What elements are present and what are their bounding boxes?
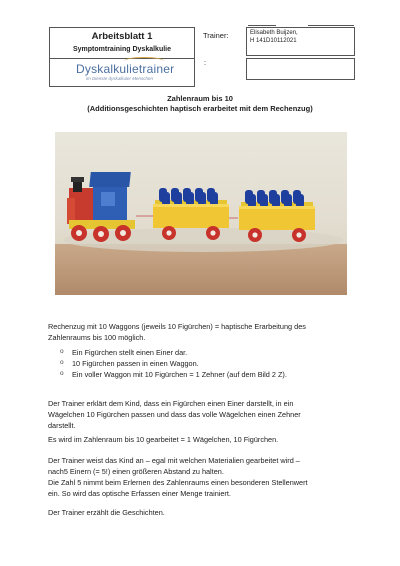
p1-line-2: Wägelchen 10 Figürchen passen und dass das volle Wägelchen einen Zehner bbox=[48, 410, 301, 419]
list-item: o 10 Figürchen passen in einen Waggon. bbox=[60, 358, 287, 369]
trainer-info-box bbox=[246, 27, 355, 56]
intro-paragraph bbox=[48, 321, 306, 343]
blank-field-box bbox=[246, 58, 355, 80]
paragraph-3 bbox=[48, 455, 308, 499]
worksheet-title-box bbox=[49, 27, 195, 59]
intro-line-2: Zahlenraums bis 100 möglich. bbox=[48, 333, 146, 342]
logo-box bbox=[49, 58, 195, 87]
p1-line-3: darstellt. bbox=[48, 421, 76, 430]
list-item: o Ein Figürchen stellt einen Einer dar. bbox=[60, 347, 287, 358]
p3-line-1: Der Trainer weist das Kind an – egal mit welchen Materialien gearbeitet wird – bbox=[48, 456, 300, 465]
intro-line-1: Rechenzug mit 10 Waggons (jeweils 10 Figürchen) = haptische Erarbeitung des bbox=[48, 322, 306, 331]
header-rule-left bbox=[248, 25, 276, 26]
paragraph-2: Es wird im Zahlenraum bis 10 gearbeitet = 1 Wägelchen, 10 Figürchen. bbox=[48, 435, 279, 444]
p1-line-1: Der Trainer erklärt dem Kind, dass ein Figürchen einen Einer darstellt, in ein bbox=[48, 399, 294, 408]
logo-text: Dyskalkulietrainer bbox=[76, 62, 175, 76]
paragraph-4: Der Trainer erzählt die Geschichten. bbox=[48, 508, 165, 517]
locomotive bbox=[67, 172, 135, 242]
trainer-label: Trainer: bbox=[203, 31, 229, 40]
colon-label: : bbox=[204, 58, 207, 67]
section-heading: Zahlenraum bis 10 bbox=[167, 94, 233, 103]
p3-line-4: ein. So wird das optische Erfassen einer Menge trainiert. bbox=[48, 489, 231, 498]
worksheet-subtitle: Symptomtraining Dyskalkulie bbox=[72, 46, 172, 53]
list-item: o Ein voller Waggon mit 10 Figürchen = 1 Zehner (auf dem Bild 2 Z). bbox=[60, 369, 287, 380]
p3-line-2: nach5 Einern (= 5!) einen größeren Abstand zu halten. bbox=[48, 467, 224, 476]
header-rule-right bbox=[308, 25, 354, 26]
p3-line-3: Die Zahl 5 nimmt beim Erlernen des Zahlenraums einen besonderen Stellenwert bbox=[48, 478, 308, 487]
trainer-id: H 141D10112021 bbox=[250, 38, 297, 44]
section-subheading: (Additionsgeschichten haptisch erarbeitet mit dem Rechenzug) bbox=[87, 104, 313, 113]
worksheet-title: Arbeitsblatt 1 bbox=[91, 31, 153, 42]
logo-tagline: im Dienste dyskalkuler Menschen bbox=[86, 76, 154, 81]
trainer-name: Elisabeth Buijzen, bbox=[250, 30, 298, 36]
bullet-list bbox=[60, 347, 287, 380]
paragraph-1 bbox=[48, 398, 301, 431]
train-photo bbox=[55, 132, 347, 295]
